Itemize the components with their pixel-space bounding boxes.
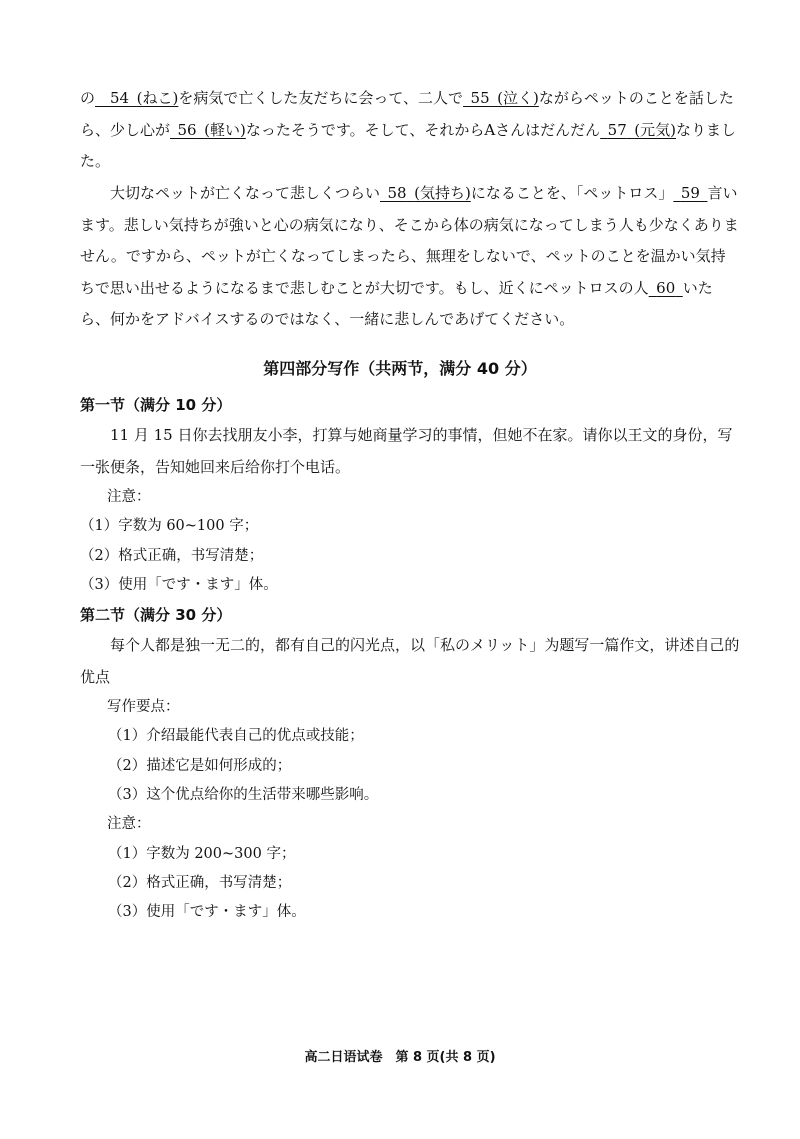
blank-57: 57 (元気) xyxy=(607,120,676,139)
section1-note-label: 注意： xyxy=(107,489,151,505)
section2-prompt: 每个人都是独一无二的，都有自己的闪光点，以「私のメリット」为题写一篇作文，讲述自己的优点 xyxy=(80,636,740,686)
passage-paragraph-1 xyxy=(80,83,740,178)
passage-text: なったそうです。そして、それからAさんはだんだん xyxy=(245,120,601,139)
blank-55: 55 (泣く) xyxy=(470,89,539,107)
part4-title: 第四部分写作（共两节，满分 40 分） xyxy=(263,359,537,378)
passage-text: になることを、「ペットロス」 xyxy=(470,184,674,202)
blank-56: 56 (軽い) xyxy=(177,120,246,139)
passage-text: 大切なペットが亡くなって悲しくつらい xyxy=(110,184,381,202)
section2-note-label: 注意： xyxy=(107,816,151,832)
passage-text: を病気で亡くした友だちに会って、二人で xyxy=(178,89,464,107)
section2-point: （2）描述它是如何形成的； xyxy=(108,758,292,774)
passage-text: の xyxy=(80,89,96,107)
section2-points-label: 写作要点： xyxy=(107,699,180,715)
section1-prompt: 11 月 15 日你去找朋友小李，打算与她商量学习的事情，但她不在家。请你以王文的身份，写一张便条，告知她回来后给你打个电话。 xyxy=(80,426,733,476)
passage-text: ながらペットのことを話したら、少し心が xyxy=(80,89,734,139)
blank-60: 60 xyxy=(656,278,676,297)
passage-text: いたら、何かをアドバイスするのではなく、一緒に悲しんであげてください。 xyxy=(80,278,713,328)
section2-point: （1）介绍最能代表自己的优点或技能； xyxy=(108,728,364,744)
passage-text: 言います。悲しい気持ちが強いと心の病気になり、そこから体の病気になってしまう人も少なくありません。ですから、ペットが亡くなってしまったら、無理をしないで、ペットのことを温かい気持ちで思い出せるようになるまで悲しむことが大切です。もし、近くにペットロスの人 xyxy=(80,184,739,297)
passage-text: なりました。 xyxy=(80,120,736,170)
blank-58: 58 (気持ち) xyxy=(387,184,471,202)
section2-note: （2）格式正确，书写清楚； xyxy=(108,875,292,891)
section2-note: （3）使用「です・ます」体。 xyxy=(108,904,306,920)
section1-heading: 第一节（满分 10 分） xyxy=(80,396,232,414)
passage-paragraph-2 xyxy=(80,178,740,336)
section2-heading: 第二节（满分 30 分） xyxy=(80,606,232,624)
section1-note: （3）使用「です・ます」体。 xyxy=(80,577,278,593)
section2-point: （3）这个优点给你的生活带来哪些影响。 xyxy=(108,787,379,803)
section1-note: （2）格式正确，书写清楚； xyxy=(80,548,264,564)
blank-59: 59 xyxy=(680,184,700,202)
page-footer: 高二日语试卷 第 8 页(共 8 页) xyxy=(304,1050,496,1065)
section1-note: （1）字数为 60~100 字； xyxy=(80,518,259,534)
section2-note: （1）字数为 200~300 字； xyxy=(108,846,296,862)
blank-54: 54 (ねこ) xyxy=(110,89,179,107)
